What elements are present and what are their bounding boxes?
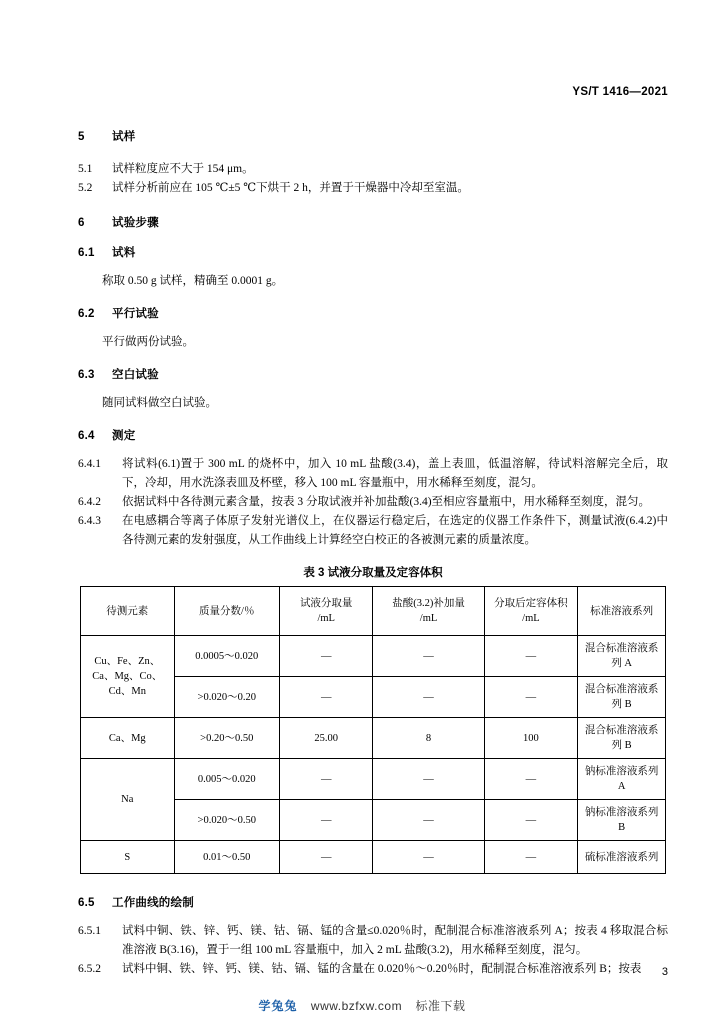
- clause-6-4-2: [78, 493, 668, 512]
- footer-brand: 学兔兔: [258, 999, 298, 1013]
- table-3: [80, 586, 666, 874]
- table-3-caption: 表 3 试液分取量及定容体积: [303, 567, 443, 579]
- th-mass-fraction: [174, 587, 279, 636]
- subsection-heading-6-4: [78, 427, 668, 443]
- cell-mass-fraction: >0.020～0.20: [174, 677, 279, 718]
- section-number-5: 5: [78, 131, 85, 143]
- clause-number-6-5-2: 6.5.2: [78, 963, 101, 975]
- cell-mass-fraction: 0.005～0.020: [174, 759, 279, 800]
- cell-mass-fraction: >0.020～0.50: [174, 800, 279, 841]
- table-row: [81, 636, 666, 677]
- cell-element-line1: Cu、Fe、Zn、: [94, 656, 161, 667]
- clause-text-6-5-1: 试料中铜、铁、锌、钙、镁、钴、镉、锰的含量≤0.020％时，配制混合标准溶液系列 A；按表 4 移取混合标准溶液 B(3.16)，置于一组 100 mL 容量瓶中，加入 2 mL 盐酸(3.2)，用水稀释至刻度，混匀。: [122, 925, 668, 956]
- subsection-title-6-2: 平行试验: [112, 308, 159, 320]
- cell-standard-series: 混合标准溶液系列 B: [578, 677, 666, 718]
- th-acid-add: [373, 587, 484, 636]
- cell-final-volume: —: [484, 636, 578, 677]
- th-element-line1: 待测元素: [106, 605, 149, 617]
- clause-5-1: [78, 160, 668, 179]
- section-heading-5: [78, 128, 668, 144]
- cell-mass-fraction: 0.0005～0.020: [174, 636, 279, 677]
- cell-standard-series: 钠标准溶液系列 A: [578, 759, 666, 800]
- th-acid-add-line2: /mL: [419, 613, 438, 624]
- cell-aliquot: —: [279, 800, 373, 841]
- subsection-title-6-3: 空白试验: [112, 369, 159, 381]
- clause-number-6-4-1: 6.4.1: [78, 458, 101, 470]
- table-row: [81, 718, 666, 759]
- cell-acid-add: —: [373, 800, 484, 841]
- clause-text-5-1: 试样粒度应不大于 154 μm。: [112, 163, 254, 175]
- cell-acid-add: 8: [373, 718, 484, 759]
- cell-aliquot: —: [279, 636, 373, 677]
- subsection-number-6-3: 6.3: [78, 369, 95, 381]
- clause-text-6-4-2: 依据试料中各待测元素含量，按表 3 分取试液并补加盐酸(3.4)至相应容量瓶中，用水稀释至刻度，混匀。: [122, 496, 651, 508]
- cell-final-volume: 100: [484, 718, 578, 759]
- clause-5-2: [78, 179, 668, 198]
- table-row: [81, 841, 666, 874]
- cell-standard-series: 混合标准溶液系列 B: [578, 718, 666, 759]
- th-standard-series: [578, 587, 666, 636]
- table-3-body: [81, 636, 666, 874]
- cell-element: [81, 636, 175, 718]
- cell-final-volume: —: [484, 800, 578, 841]
- th-final-volume-line1: 分取后定容体积: [494, 598, 568, 609]
- cell-aliquot: —: [279, 841, 373, 874]
- cell-final-volume: —: [484, 841, 578, 874]
- subsection-title-6-5: 工作曲线的绘制: [112, 897, 194, 909]
- subsection-heading-6-3: [78, 366, 668, 382]
- page-number: 3: [661, 966, 668, 978]
- clause-number-5-1: 5.1: [78, 163, 93, 175]
- subsection-heading-6-5: [78, 894, 668, 910]
- clause-text-6-5-2: 试料中铜、铁、锌、钙、镁、钴、镉、锰的含量在 0.020％～0.20％时，配制混合标准溶液系列 B；按表: [122, 963, 642, 975]
- clause-text-6-4-1: 将试料(6.1)置于 300 mL 的烧杯中，加入 10 mL 盐酸(3.4)，盖上表皿，低温溶解，待试料溶解完全后，取下，冷却，用水洗涤表皿及杯壁，移入 100 mL 容量瓶中，用水稀释至刻度，混匀。: [122, 458, 668, 489]
- cell-final-volume: —: [484, 677, 578, 718]
- subsection-number-6-2: 6.2: [78, 308, 95, 320]
- section-number-6: 6: [78, 217, 85, 229]
- section-heading-6: [78, 214, 668, 230]
- th-final-volume: [484, 587, 578, 636]
- cell-mass-fraction: 0.01～0.50: [174, 841, 279, 874]
- cell-element-line2: Ca、Mg、Co、: [92, 671, 163, 682]
- clause-number-5-2: 5.2: [78, 182, 93, 194]
- cell-standard-series: 硫标准溶液系列: [578, 841, 666, 874]
- subsection-number-6-5: 6.5: [78, 897, 95, 909]
- cell-aliquot: —: [279, 677, 373, 718]
- clause-text-5-2: 试样分析前应在 105 ℃±5 ℃下烘干 2 h，并置于干燥器中冷却至室温。: [112, 182, 469, 194]
- page-footer: [0, 997, 724, 1014]
- subsection-title-6-1: 试料: [112, 247, 136, 259]
- cell-acid-add: —: [373, 759, 484, 800]
- cell-mass-fraction: >0.20～0.50: [174, 718, 279, 759]
- cell-final-volume: —: [484, 759, 578, 800]
- footer-tag: 标准下载: [415, 999, 466, 1013]
- clause-number-6-5-1: 6.5.1: [78, 925, 101, 937]
- subsection-number-6-4: 6.4: [78, 430, 95, 442]
- cell-element: S: [81, 841, 175, 874]
- page-content: [78, 128, 668, 979]
- section-title-6: 试验步骤: [112, 217, 159, 229]
- th-mass-fraction-line1: 质量分数/％: [199, 605, 255, 617]
- th-aliquot-line2: /mL: [317, 613, 335, 624]
- th-acid-add-line1: 盐酸(3.2)补加量: [392, 598, 465, 609]
- subsection-number-6-1: 6.1: [78, 247, 95, 259]
- clause-6-5-2: [78, 960, 668, 979]
- cell-element: Ca、Mg: [81, 718, 175, 759]
- clause-6-4-1: [78, 455, 668, 493]
- th-standard-series-line1: 标准溶液系列: [590, 605, 654, 617]
- table-row: [81, 759, 666, 800]
- cell-element: Na: [81, 759, 175, 841]
- th-aliquot: [279, 587, 373, 636]
- subsection-title-6-4: 测定: [112, 430, 136, 442]
- cell-element-line3: Cd、Mn: [108, 686, 146, 697]
- th-aliquot-line1: 试液分取量: [299, 598, 353, 609]
- cell-standard-series: 钠标准溶液系列 B: [578, 800, 666, 841]
- cell-aliquot: 25.00: [279, 718, 373, 759]
- clause-number-6-4-2: 6.4.2: [78, 496, 101, 508]
- cell-acid-add: —: [373, 677, 484, 718]
- section-title-5: 试样: [112, 131, 136, 143]
- clause-text-6-3: 随同试料做空白试验。: [102, 397, 217, 409]
- clause-text-6-4-3: 在电感耦合等离子体原子发射光谱仪上，在仪器运行稳定后，在选定的仪器工作条件下，测量试液(6.4.2)中各待测元素的发射强度，从工作曲线上计算经空白校正的各被测元素的质量浓度。: [122, 515, 668, 546]
- cell-acid-add: —: [373, 636, 484, 677]
- subsection-heading-6-1: [78, 244, 668, 260]
- clause-6-4-3: [78, 512, 668, 550]
- table-3-wrapper: [78, 586, 668, 874]
- footer-url: www.bzfxw.com: [310, 999, 403, 1013]
- clause-number-6-4-3: 6.4.3: [78, 515, 101, 527]
- subsection-heading-6-2: [78, 305, 668, 321]
- cell-standard-series: 混合标准溶液系列 A: [578, 636, 666, 677]
- table-3-head: [81, 587, 666, 636]
- page-header-standard-code: YS/T 1416—2021: [572, 86, 668, 98]
- clause-text-6-2: 平行做两份试验。: [102, 336, 194, 348]
- cell-acid-add: —: [373, 841, 484, 874]
- table-header-row: [81, 587, 666, 636]
- th-element: [81, 587, 175, 636]
- clause-text-6-1: 称取 0.50 g 试样，精确至 0.0001 g。: [102, 275, 284, 287]
- clause-6-5-1: [78, 922, 668, 960]
- th-final-volume-line2: /mL: [522, 613, 540, 624]
- cell-aliquot: —: [279, 759, 373, 800]
